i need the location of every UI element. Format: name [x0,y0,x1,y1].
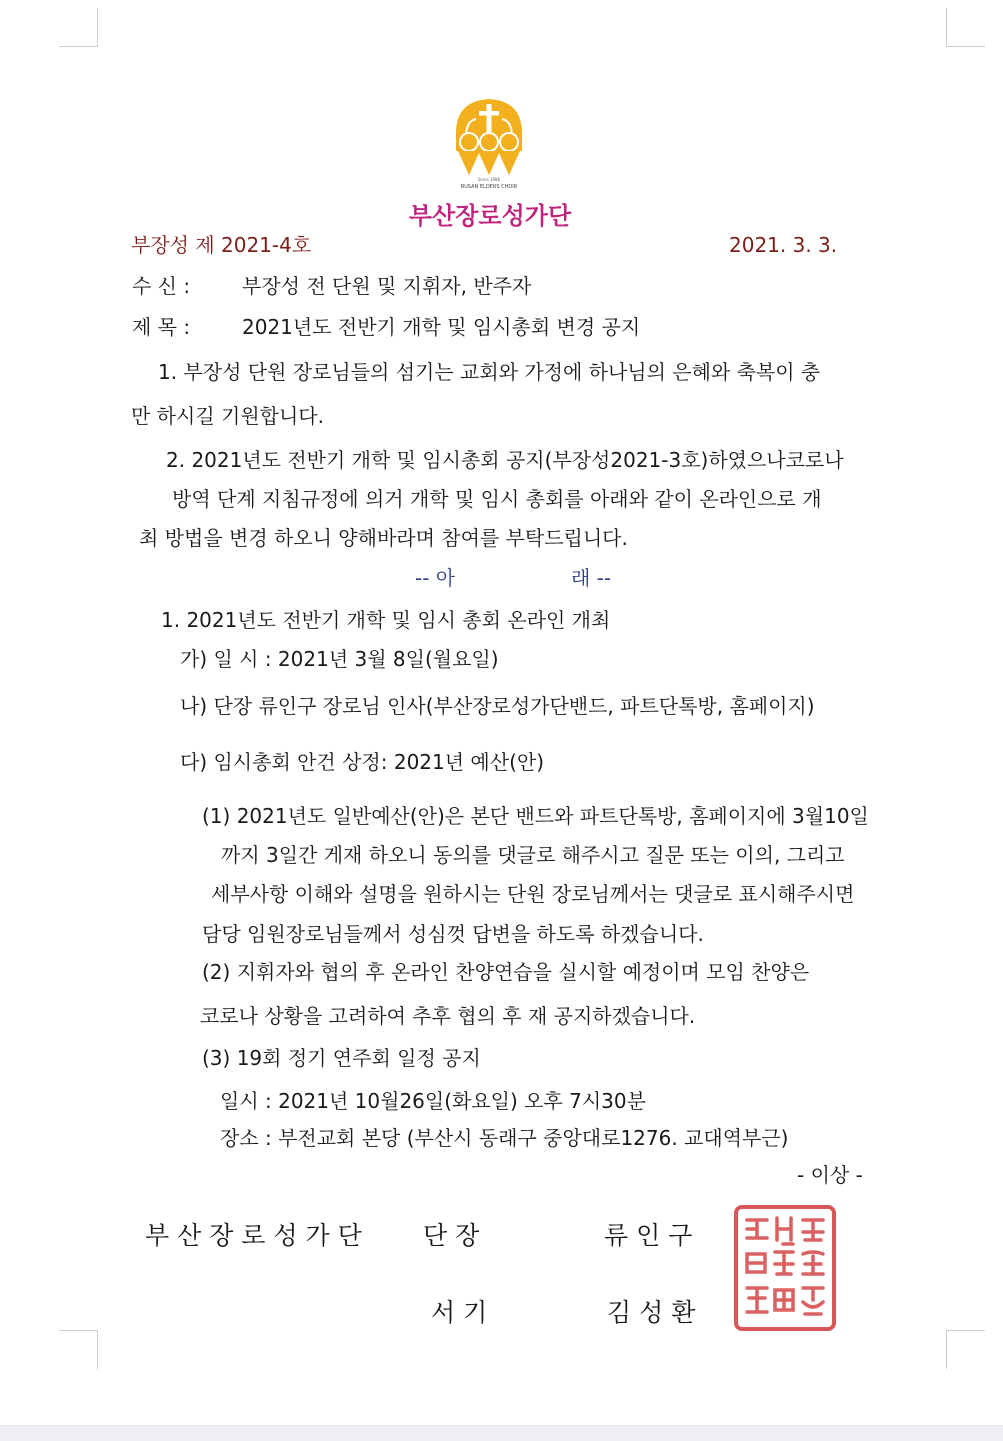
separator-right: 래 -- [571,566,612,590]
detail-item-1: 1. 2021년도 전반기 개학 및 임시 총회 온라인 개최 [161,608,611,632]
crop-mark-top-right [946,8,985,47]
brand-name: 부산장로성가단 [408,202,572,230]
detail-ga: 가) 일 시 : 2021년 3월 8일(월요일) [180,647,499,671]
subject-label: 제 목 : [132,315,191,339]
crop-mark-bottom-right [946,1330,985,1369]
detail-na: 나) 단장 류인구 장로님 인사(부산장로성가단밴드, 파트단톡방, 홈페이지) [180,694,815,718]
paragraph-2-line-3: 최 방법을 변경 하오니 양해바라며 참여를 부탁드립니다. [139,526,628,550]
concert-venue: 장소 : 부전교회 본당 (부산시 동래구 중앙대로1276. 교대역부근) [220,1126,789,1150]
choir-logo-icon [452,95,526,191]
signature-org: 부 산 장 로 성 가 단 [145,1221,362,1250]
end-mark: - 이상 - [797,1163,863,1187]
recipient-value: 부장성 전 단원 및 지휘자, 반주자 [242,274,532,298]
paragraph-1-line-2: 만 하시길 기원합니다. [131,404,324,428]
signature-role-secretary: 서 기 [431,1298,488,1327]
document-number: 부장성 제 2021-4호 [131,233,312,257]
subject-value: 2021년도 전반기 개학 및 임시총회 변경 공지 [242,315,641,339]
sub-item-2-line-2: 코로나 상황을 고려하여 추후 협의 후 재 공지하겠습니다. [200,1004,696,1028]
logo-caption-top: Since 1986 [477,177,501,182]
concert-date: 일시 : 2021년 10월26일(화요일) 오후 7시30분 [220,1089,646,1113]
viewer-bottom-bar [0,1425,1003,1441]
logo-caption-bottom: BUSAN ELDERS CHOIR [460,184,518,190]
signature-name-leader: 류 인 구 [604,1221,693,1250]
paragraph-2-line-1: 2. 2021년도 전반기 개학 및 임시총회 공지(부장성2021-3호)하였으나코로나 [166,448,844,472]
detail-da: 다) 임시총회 안건 상정: 2021년 예산(안) [180,750,544,774]
recipient-label: 수 신 : [132,274,191,298]
paragraph-2-line-2: 방역 단계 지침규정에 의거 개학 및 임시 총회를 아래와 같이 온라인으로 개 [172,487,822,511]
sub-item-1-line-4: 담당 임원장로님들께서 성심껏 답변을 하도록 하겠습니다. [202,922,704,946]
signature-name-secretary: 김 성 환 [607,1298,696,1327]
sub-item-2-line-1: (2) 지휘자와 협의 후 온라인 찬양연습을 실시할 예정이며 모임 찬양은 [202,960,810,984]
crop-mark-bottom-left [59,1330,98,1369]
crop-mark-top-left [59,8,98,47]
sub-item-1-line-3: 세부사항 이해와 설명을 원하시는 단원 장로님께서는 댓글로 표시해주시면 [211,882,855,906]
separator-left: -- 아 [415,566,456,590]
sub-item-1-line-2: 까지 3일간 게재 하오니 동의를 댓글로 해주시고 질문 또는 이의, 그리고 [221,843,845,867]
signature-role-leader: 단 장 [423,1221,480,1250]
document-date: 2021. 3. 3. [729,233,838,257]
paragraph-1-line-1: 1. 부장성 단원 장로님들의 섬기는 교회와 가정에 하나님의 은혜와 축복이 충 [158,360,821,384]
sub-item-1-line-1: (1) 2021년도 일반예산(안)은 본단 밴드와 파트단톡방, 홈페이지에 3월10일 [202,804,869,828]
sub-item-3: (3) 19회 정기 연주회 일정 공지 [202,1046,481,1070]
official-seal-icon [733,1204,837,1332]
